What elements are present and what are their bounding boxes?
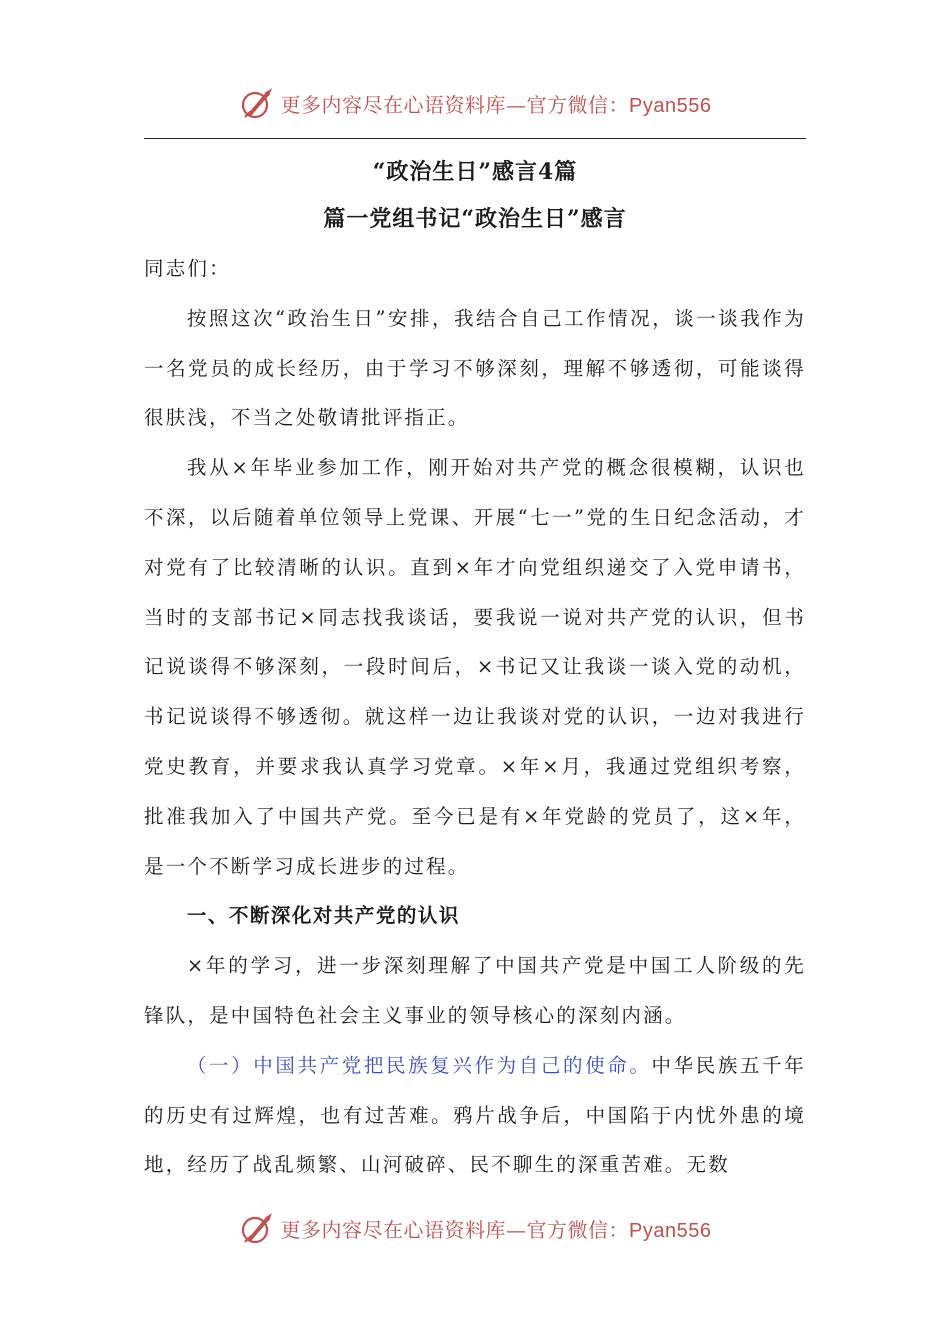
document-title: “政治生日”感言4篇 [372, 159, 578, 185]
section-heading-1: 一、不断深化对共产党的认识 [186, 904, 460, 928]
quill-logo-icon [239, 85, 275, 121]
salutation: 同志们： [144, 257, 231, 280]
paragraph-2: 我从×年毕业参加工作，刚开始对共产党的概念很模糊，认识也不深，以后随着单位领导上党课、开展“七一”党的生日纪念活动，才对党有了比较清晰的认识。直到×年才向党组织递交了入党申请书，当时的支部书记×同志找我谈话，要我说一说对共产党的认识，但书记说谈得不够深刻，一段时间后，×书记又让我谈一谈入党的动机，书记说谈得不够透彻。就这样一边让我谈对党的认识，一边对我进行党史教育，并要求我认真学习党章。×年×月，我通过党组织考察，批准我加入了中国共产党。至今已是有×年党龄的党员了，这×年，是一个不断学习成长进步的过程。 [144, 456, 806, 878]
header-banner-dash: — [506, 92, 527, 117]
footer-banner-main: 更多内容尽在心语资料库 [280, 1217, 507, 1242]
header-banner-id: Pyan556 [629, 94, 712, 117]
footer-banner-label: 官方微信： [526, 1217, 630, 1242]
footer-banner-text [281, 1214, 712, 1243]
footer-banner-dash: — [506, 1217, 527, 1242]
paragraph-1: 按照这次“政治生日”安排，我结合自己工作情况，谈一谈我作为一名党员的成长经历，由于学习不够深刻，理解不够透彻，可能谈得很肤浅，不当之处敬请批评指正。 [144, 306, 806, 430]
header-banner-main: 更多内容尽在心语资料库 [280, 92, 507, 117]
document-subtitle: 篇一党组书记“政治生日”感言 [323, 206, 627, 232]
paragraph-3: ×年的学习，进一步深刻理解了中国共产党是中国工人阶级的先锋队，是中国特色社会主义事业的领导核心的深刻内涵。 [144, 954, 806, 1027]
header-banner-text [281, 89, 712, 118]
header-divider [144, 138, 806, 139]
paragraph-4-highlight: （一）中国共产党把民族复兴作为自己的使命。 [186, 1053, 652, 1077]
paragraph-4 [144, 1041, 806, 1190]
header-banner-label: 官方微信： [526, 92, 630, 117]
header-banner [0, 82, 950, 124]
document-body [144, 150, 806, 1190]
footer-banner [0, 1207, 950, 1249]
quill-logo-icon [239, 1210, 275, 1246]
paragraph-4-text: 中华民族五千年的历史有过辉煌，也有过苦难。鸦片战争后，中国陷于内忧外患的境地，经历了战乱频繁、山河破碎、民不聊生的深重苦难。无数 [144, 1053, 807, 1177]
footer-banner-id: Pyan556 [629, 1219, 712, 1242]
